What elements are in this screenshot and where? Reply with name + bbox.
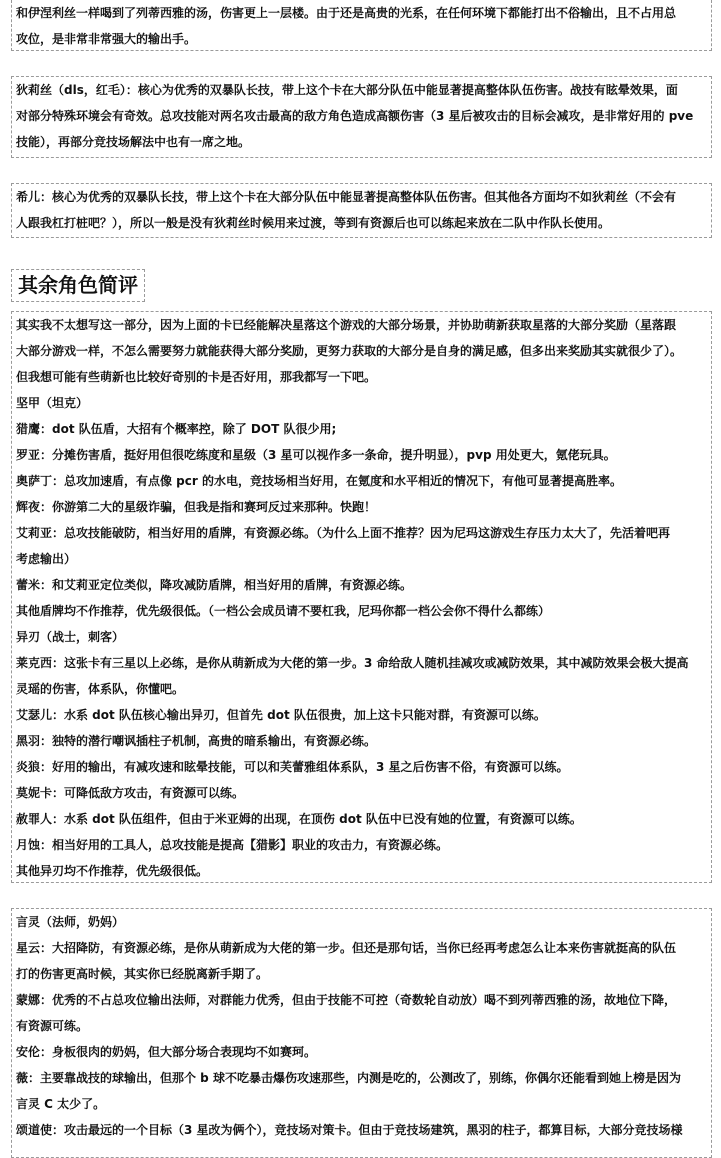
text-line: 黑羽：独特的潜行嘲讽插柱子机制，高贵的暗系输出，有资源必练。 — [16, 734, 377, 748]
text-line: 星云：大招降防，有资源必练，是你从萌新成为大佬的第一步。但还是那句话，当你已经再考虑怎么让本来伤害就挺高的队伍 — [16, 941, 677, 955]
text-line: 安伦：身板很肉的奶妈，但大部分场合表现均不如赛珂。 — [16, 1045, 317, 1059]
text-line: 月蚀：相当好用的工具人，总攻技能是提高【猎影】职业的攻击力，有资源必练。 — [16, 838, 449, 852]
text-line: 人跟我杠打桩吧？），所以一般是没有狄莉丝时候用来过渡，等到有资源后也可以练起来放在二队中作队长使用。 — [16, 216, 611, 230]
text-line: 攻位，是非常非常强大的输出手。 — [16, 32, 197, 46]
text-line: 言灵 C 太少了。 — [16, 1097, 106, 1111]
text-line: 蕾米：和艾莉亚定位类似，降攻减防盾牌，相当好用的盾牌，有资源必练。 — [16, 578, 413, 592]
intro-paragraph-box — [11, 0, 712, 51]
text-line: 艾莉亚：总攻技能破防，相当好用的盾牌，有资源必练。（为什么上面不推荐？因为尼玛这游戏生存压力太大了，先活着吧再 — [16, 526, 671, 540]
text-line: 狄莉丝（dls，红毛）：核心为优秀的双暴队长技，带上这个卡在大部分队伍中能显著提高整体队伍伤害。战技有眩晕效果，面 — [16, 83, 678, 97]
text-line: 灵瑶的伤害，体系队，你懂吧。 — [16, 682, 185, 696]
text-line: 颂道使：攻击最远的一个目标（3 星改为俩个），竞技场对策卡。但由于竞技场建筑，黑羽的柱子，都算目标，大部分竞技场様 — [16, 1123, 683, 1137]
text-line: 技能），再部分竞技场解法中也有一席之地。 — [16, 135, 251, 149]
text-line: 异刃（战士，刺客） — [16, 630, 125, 644]
text-line: 奥萨丁：总攻加速盾，有点像 pcr 的水电，竞技场相当好用，在氪度和水平相近的情况下，有他可显著提高胜率。 — [16, 474, 622, 488]
text-line: 希儿：核心为优秀的双暴队长技，带上这个卡在大部分队伍中能显著提高整体队伍伤害。但其他各方面均不如狄莉丝（不会有 — [16, 190, 677, 204]
text-line: 辉夜：你游第二大的星级诈骗，但我是指和赛珂反过来那种。快跑！ — [16, 500, 377, 514]
character-review-box — [11, 311, 712, 883]
text-line: 其他异刃均不作推荐，优先级很低。 — [16, 864, 209, 878]
text-line: 和伊涅利丝一样喝到了列蒂西雅的汤，伤害更上一层楼。由于还是高贵的光系，在任何环境下都能打出不俗输出，且不占用总 — [16, 6, 677, 20]
text-line: 对部分特殊环境会有奇效。总攻技能对两名攻击最高的敌方角色造成高额伤害（3 星后被攻击的目标会减攻，是非常好用的 pve — [16, 109, 694, 123]
text-line: 蒙娜：优秀的不占总攻位输出法师，对群能力优秀，但由于技能不可控（奇数轮自动放）喝不到列蒂西雅的汤，故地位下降， — [16, 993, 677, 1007]
text-line: 艾瑟儿：水系 dot 队伍核心输出异刃，但首先 dot 队伍很贵，加上这卡只能对群，有资源可以练。 — [16, 708, 546, 722]
text-line: 大部分游戏一样，不怎么需要努力就能获得大部分奖励，更努力获取的大部分是自身的满足感，但多出来奖励其实就很少了）。 — [16, 344, 683, 358]
text-line: 猎鹰：dot 队伍盾，大招有个概率控，除了 DOT 队很少用; — [16, 422, 337, 436]
text-line: 莱克西：这张卡有三星以上必练，是你从萌新成为大佬的第一步。3 命给敌人随机挂减攻或减防效果，其中减防效果会极大提高 — [16, 656, 689, 670]
text-line: 有资源可练。 — [16, 1019, 89, 1033]
xier-paragraph-box — [11, 183, 712, 238]
text-line: 但我想可能有些萌新也比较好奇别的卡是否好用，那我都写一下吧。 — [16, 370, 377, 384]
text-line: 罗亚：分摊伤害盾，挺好用但很吃练度和星级（3 星可以视作多一条命，提升明显），pvp 用处更大，氪佬玩具。 — [16, 448, 616, 462]
text-line: 其实我不太想写这一部分，因为上面的卡已经能解决星落这个游戏的大部分场景，并协助萌新获取星落的大部分奖励（星落跟 — [16, 318, 677, 332]
text-line: 坚甲（坦克） — [16, 396, 89, 410]
section-heading: 其余角色简评 — [11, 269, 145, 302]
text-line: 考虑输出） — [16, 552, 77, 566]
dilisi-paragraph-box — [11, 76, 712, 158]
mage-review-box — [11, 908, 712, 1158]
text-line: 炎狼：好用的输出，有减攻速和眩晕技能，可以和芙蕾雅组体系队，3 星之后伤害不俗，有资源可以练。 — [16, 760, 569, 774]
text-line: 莫妮卡：可降低敌方攻击，有资源可以练。 — [16, 786, 245, 800]
text-line: 打的伤害更高时候，其实你已经脱离新手期了。 — [16, 967, 269, 981]
text-line: 赦罪人：水系 dot 队伍组件，但由于米亚姆的出现，在顶伤 dot 队伍中已没有她的位置，有资源可以练。 — [16, 812, 582, 826]
text-line: 其他盾牌均不作推荐，优先级很低。（一档公会成员请不要杠我，尼玛你都一档公会你不得什么都练） — [16, 604, 551, 618]
text-line: 言灵（法师，奶妈） — [16, 915, 125, 929]
text-line: 薇：主要靠战技的球输出，但那个 b 球不吃暴击爆伤攻速那些，内测是吃的，公测改了，别练，你偶尔还能看到她上榜是因为 — [16, 1071, 681, 1085]
